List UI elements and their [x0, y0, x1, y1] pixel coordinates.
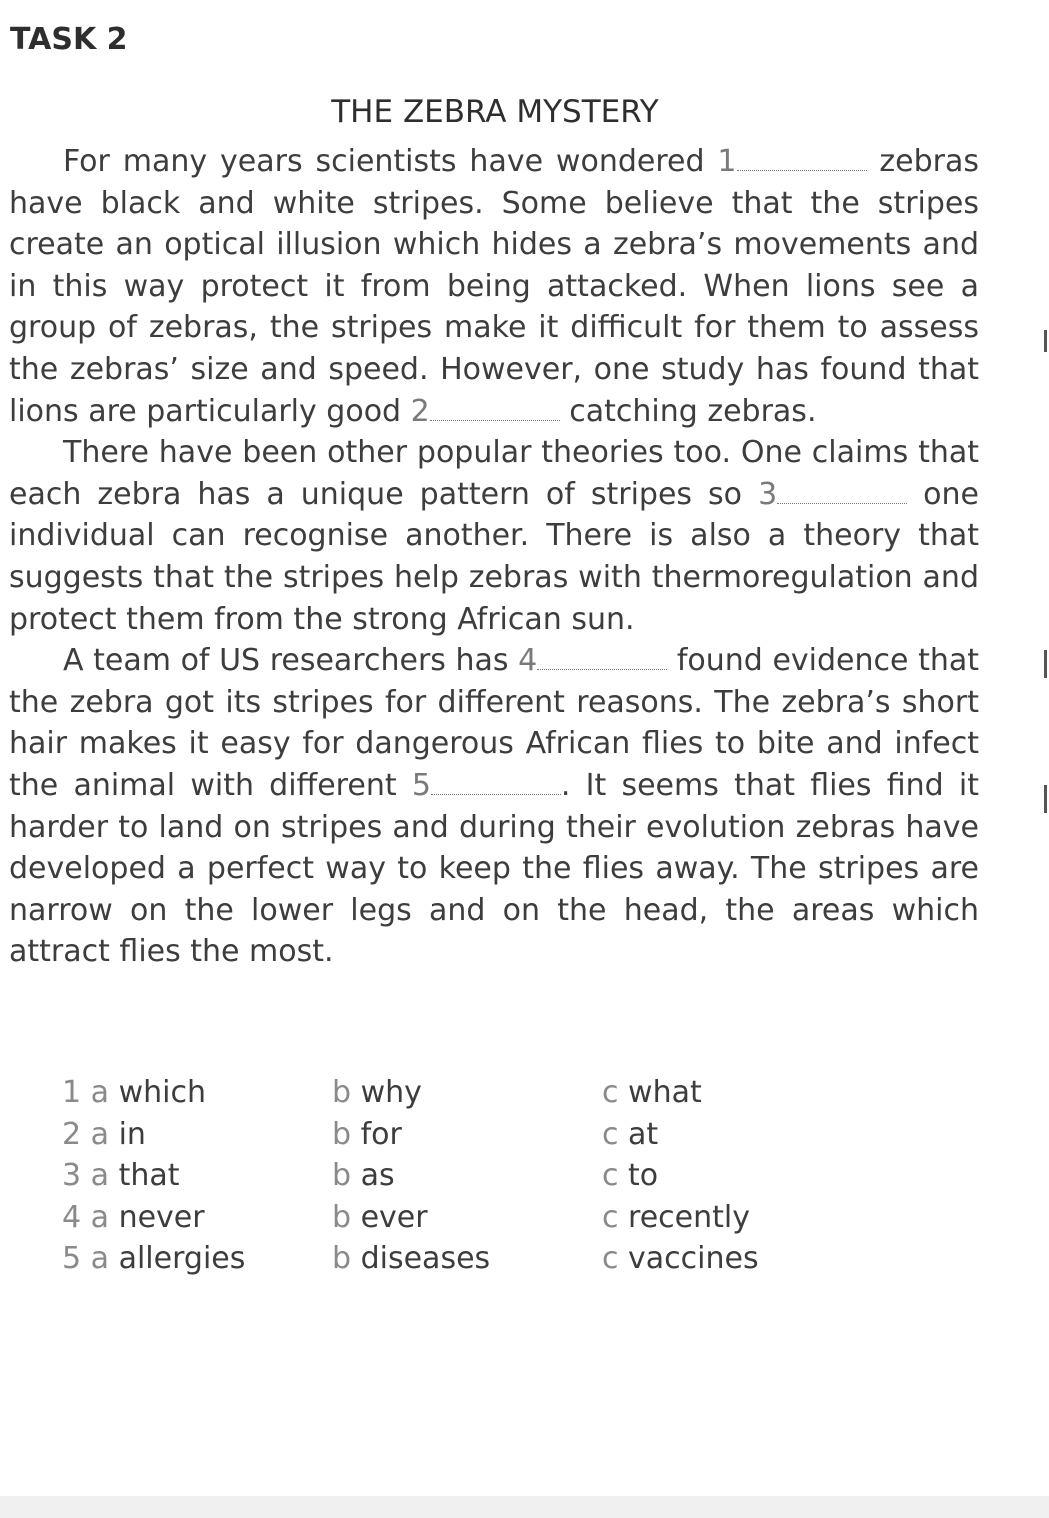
gap-blank-4 [537, 649, 667, 670]
option-b[interactable]: ever [360, 1199, 428, 1235]
option-number: 3 [62, 1158, 82, 1194]
option-b[interactable]: as [360, 1158, 395, 1194]
gap-number-3: 3 [758, 476, 778, 512]
option-row-4: 4 a never b ever c recently [62, 1199, 750, 1235]
task-label: TASK 2 [10, 22, 128, 57]
option-row-5: 5 a allergies b diseases c vaccines [62, 1241, 759, 1277]
option-row-3: 3 a that b as c to [62, 1158, 659, 1194]
paragraph-1: For many years scientists have wondered 1 zebras have black and white stripes. Some believe that the stripes create an optical illusion which hides a zebra’s movements and in this way protect it from being attacked. When lions see a group of zebras, the stripes make it difficult for them to assess the zebras’ size and speed. However, one study has found that lions are particularly good 2 catching zebras. [9, 144, 979, 429]
option-a[interactable]: never [118, 1199, 205, 1235]
gap-number-1: 1 [717, 144, 737, 179]
option-b[interactable]: why [360, 1075, 422, 1110]
gap-blank-2 [430, 400, 560, 421]
scan-edge-mark [1044, 650, 1047, 678]
option-c[interactable]: at [628, 1116, 659, 1152]
option-a[interactable]: in [118, 1116, 146, 1152]
option-a[interactable]: which [118, 1075, 206, 1110]
gap-blank-1 [737, 150, 867, 171]
gap-number-5: 5 [411, 767, 431, 803]
paragraph-3: A team of US researchers has 4 found evidence that the zebra got its stripes for different reasons. The zebra’s short hair makes it easy for dangerous African flies to bite and infect the animal with different 5 . It seems that flies find it harder to land on stripes and during their evolution zebras have developed a perfect way to keep the flies away. The stripes are narrow on the lower legs and on the head, the areas which attract flies the most. [9, 643, 979, 970]
option-a[interactable]: that [118, 1158, 180, 1194]
scan-edge-mark [1044, 785, 1047, 813]
page-title: THE ZEBRA MYSTERY [331, 94, 659, 130]
option-a[interactable]: allergies [118, 1241, 246, 1277]
gap-number-4: 4 [518, 643, 538, 679]
option-number: 1 [62, 1075, 82, 1110]
option-c[interactable]: to [628, 1158, 659, 1194]
option-b[interactable]: diseases [360, 1241, 491, 1277]
option-c[interactable]: what [628, 1075, 702, 1110]
option-b[interactable]: for [360, 1116, 402, 1152]
option-row-2: 2 a in b for c at [62, 1116, 659, 1152]
reading-passage [9, 141, 979, 973]
gap-blank-5 [431, 774, 561, 795]
answer-options [62, 1072, 942, 1280]
option-c[interactable]: recently [628, 1199, 750, 1235]
scan-edge-mark [1044, 330, 1047, 352]
option-number: 2 [62, 1116, 82, 1152]
gap-blank-3 [777, 483, 907, 504]
scan-bottom-edge [0, 1496, 1049, 1518]
option-c[interactable]: vaccines [628, 1241, 759, 1277]
option-number: 5 [62, 1241, 82, 1277]
option-number: 4 [62, 1199, 82, 1235]
paragraph-2: There have been other popular theories too. One claims that each zebra has a unique pattern of stripes so 3 one individual can recognise another. There is also a theory that suggests that the stripes help zebras with thermoregulation and protect them from the strong African sun. [9, 435, 979, 637]
option-row-1: 1 a which b why c what [62, 1075, 702, 1110]
gap-number-2: 2 [410, 393, 430, 429]
